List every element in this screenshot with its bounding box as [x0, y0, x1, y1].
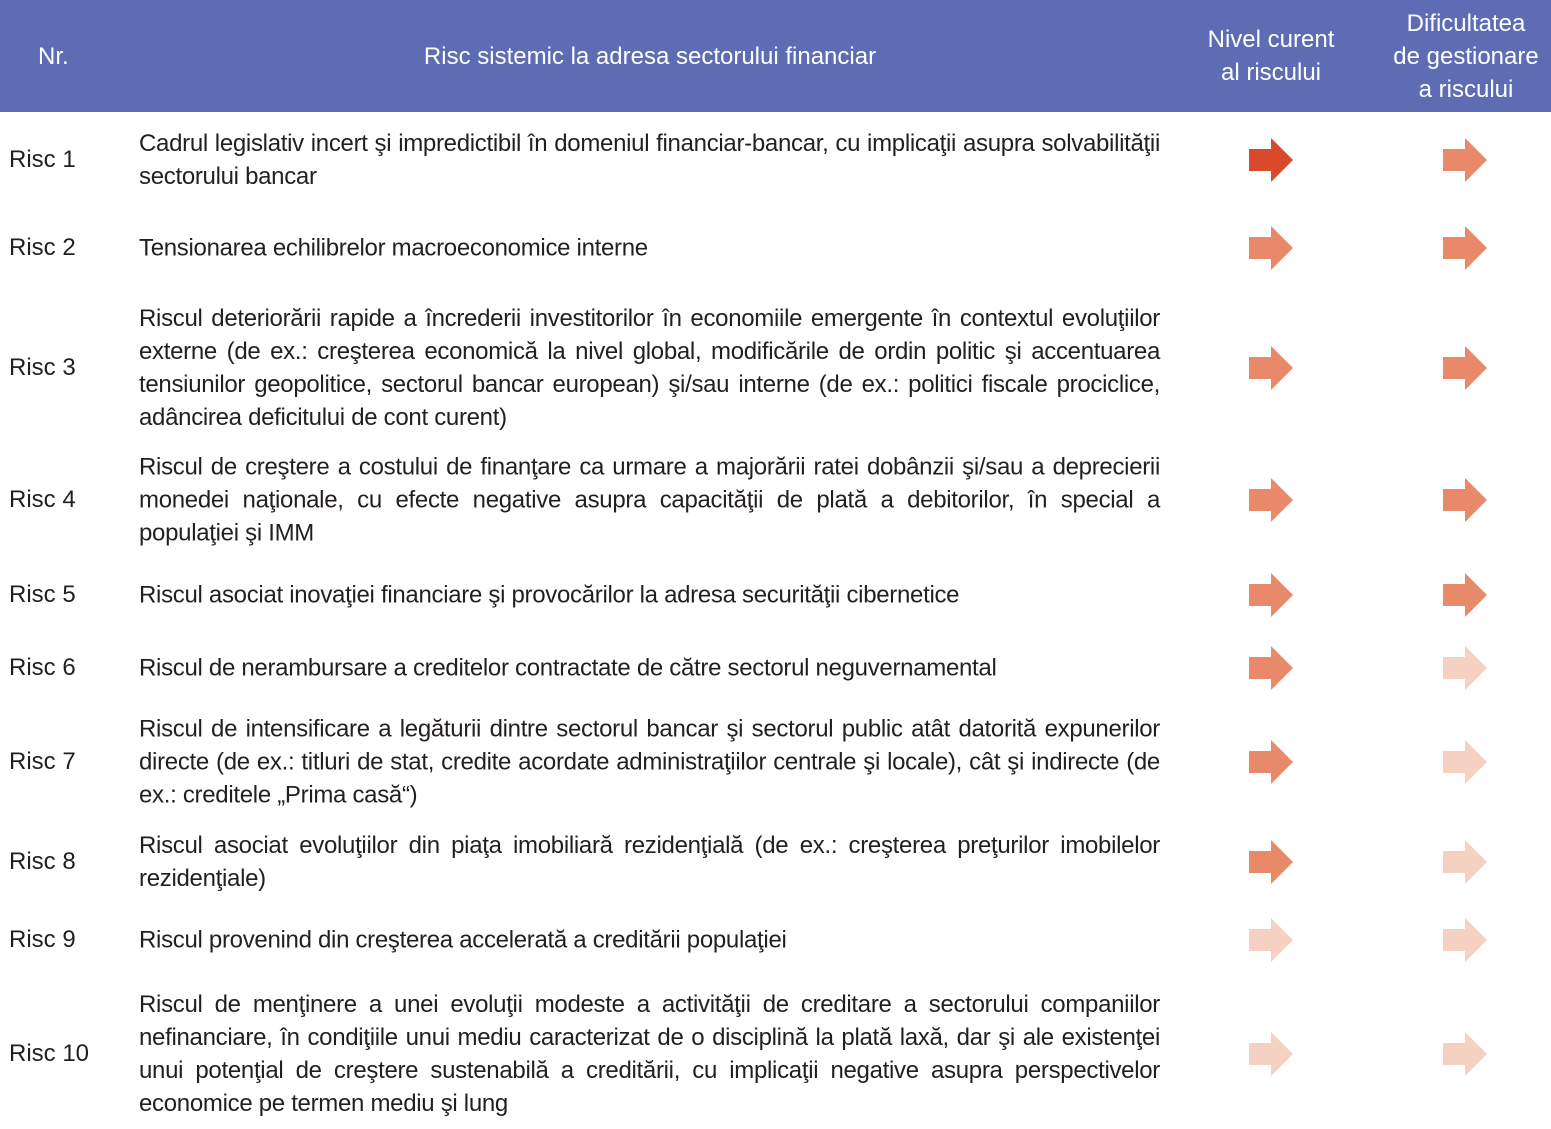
risk-description: Riscul de creştere a costului de finanţare ca urmare a majorării ratei dobânzii şi/sau a deprecierii monedei naţionale, cu efecte negative asupra capacităţii de plată a debitorilor, în special a populaţiei şi IMM — [139, 453, 1160, 547]
table-row — [0, 445, 1551, 555]
difficulty-arrow-icon — [1441, 644, 1489, 692]
header-risk: Risc sistemic la adresa sectorului financiar — [423, 43, 877, 70]
risk-number: Risc 9 — [9, 926, 76, 953]
table-row — [0, 290, 1551, 445]
risk-description: Riscul provenind din creşterea accelerată a creditării populaţiei — [139, 926, 787, 954]
current-level-arrow-icon — [1247, 916, 1295, 964]
risk-description: Riscul de menţinere a unei evoluţii modeste a activităţii de creditare a sectorului companiilor nefinanciare, în condiţiile unui mediu caracterizat de o disciplină la plată laxă, dar şi ale existenţei unui potenţial de creştere sustenabilă a creditării, cu implicaţii negative asupra perspectivelor economice pe termen mediu şi lung — [139, 991, 1160, 1117]
table-row — [0, 114, 1551, 206]
current-level-arrow-icon — [1247, 644, 1295, 692]
risk-number: Risc 10 — [9, 1040, 90, 1067]
current-level-arrow-icon — [1247, 136, 1295, 184]
difficulty-arrow-icon — [1441, 838, 1489, 886]
current-level-arrow-icon — [1247, 738, 1295, 786]
header-diff-line3: a riscului — [1418, 76, 1514, 103]
risk-number: Risc 4 — [9, 486, 76, 513]
header-diff-line2: de gestionare — [1393, 43, 1539, 70]
table-row — [0, 635, 1551, 701]
difficulty-arrow-icon — [1441, 344, 1489, 392]
risk-description: Riscul asociat inovaţiei financiare şi provocărilor la adresa securităţii cibernetice — [139, 581, 960, 609]
risk-description: Cadrul legislativ incert şi impredictibil în domeniul financiar-bancar, cu implicaţii asupra solvabilităţii sectorului bancar — [139, 130, 1160, 190]
risk-number: Risc 1 — [9, 146, 76, 173]
current-level-arrow-icon — [1247, 1030, 1295, 1078]
table-header — [0, 0, 1551, 112]
table-row — [0, 206, 1551, 290]
current-level-arrow-icon — [1247, 224, 1295, 272]
difficulty-arrow-icon — [1441, 738, 1489, 786]
risk-number: Risc 8 — [9, 848, 76, 875]
header-nr: Nr. — [38, 43, 69, 70]
difficulty-arrow-icon — [1441, 916, 1489, 964]
difficulty-arrow-icon — [1441, 571, 1489, 619]
header-level-line2: al riscului — [1220, 59, 1322, 86]
risk-description: Riscul asociat evoluţiilor din piaţa imobiliară rezidenţială (de ex.: creşterea preţurilor imobilelor rezidenţiale) — [139, 832, 1160, 892]
risk-description: Riscul deteriorării rapide a încrederii investitorilor în economiile emergente în contextul evoluţiilor externe (de ex.: creşterea economică la nivel global, modificările de ordin politic şi accentuarea tensiunilor geopolitice, sectorul bancar european) şi/sau interne (de ex.: politici fiscale prociclice, adâncirea deficitului de cont curent) — [139, 304, 1160, 431]
risk-description: Riscul de nerambursare a creditelor contractate de către sectorul neguvernamental — [139, 654, 997, 682]
header-difficulty — [1378, 7, 1551, 106]
risk-number: Risc 5 — [9, 581, 76, 608]
risk-number: Risc 7 — [9, 748, 76, 775]
risk-number: Risc 2 — [9, 234, 76, 261]
difficulty-arrow-icon — [1441, 476, 1489, 524]
table-row — [0, 979, 1551, 1129]
risk-number: Risc 3 — [9, 353, 76, 381]
risk-description: Tensionarea echilibrelor macroeconomice interne — [139, 234, 648, 262]
difficulty-arrow-icon — [1441, 136, 1489, 184]
current-level-arrow-icon — [1247, 838, 1295, 886]
risk-number: Risc 6 — [9, 654, 76, 681]
header-level-line1: Nivel curent — [1207, 26, 1335, 53]
header-diff-line1: Dificultatea — [1406, 10, 1526, 37]
header-current-level — [1186, 23, 1356, 89]
table-row — [0, 555, 1551, 635]
current-level-arrow-icon — [1247, 344, 1295, 392]
table-row — [0, 901, 1551, 979]
difficulty-arrow-icon — [1441, 1030, 1489, 1078]
table-row — [0, 823, 1551, 901]
table-row — [0, 701, 1551, 823]
difficulty-arrow-icon — [1441, 224, 1489, 272]
current-level-arrow-icon — [1247, 571, 1295, 619]
risk-description: Riscul de intensificare a legăturii dintre sectorul bancar şi sectorul public atât datorită expunerilor directe (de ex.: titluri de stat, credite acordate administraţiilor centrale şi locale), cât şi indirecte (de ex.: creditele „Prima casă“) — [139, 715, 1160, 809]
current-level-arrow-icon — [1247, 476, 1295, 524]
